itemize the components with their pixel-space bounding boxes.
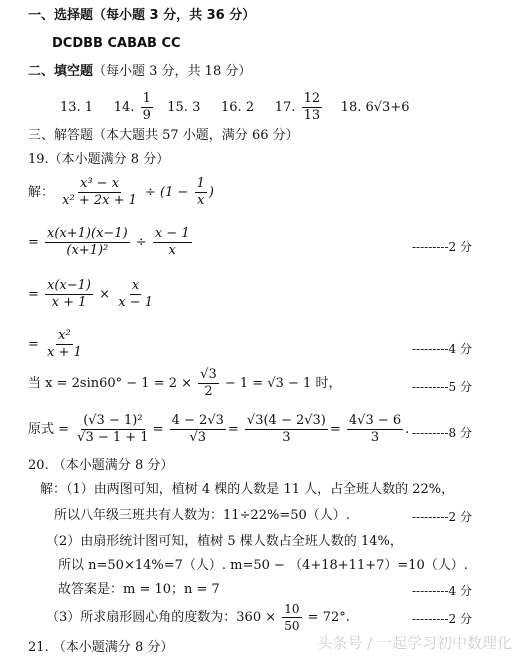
answer-16: 16. 2 — [221, 100, 255, 115]
q19-line-5: 当 x = 2sin60° − 1 = 2 × $\frac{√3}{2}$ − 1 = √3 − 1 时， — [28, 367, 342, 399]
section-fill-heading — [28, 64, 251, 80]
q20-part3: （3）所求扇形圆心角的度数为：360 × $\frac{10}{50}$ = 72°. — [46, 602, 350, 633]
q19-title: 19.（本小题满分 8 分） — [28, 152, 170, 167]
score-mark: ---------2 分 — [412, 612, 472, 626]
q20-part2-calc: 所以 n=50×14%=7（人）. m=50 − （4+18+11+7）=10（人）. — [58, 558, 468, 573]
q19-line-3: = $\frac{x(x-1)}{x + 1}$ × $\frac{x}{x - 1}$ — [28, 278, 153, 310]
score-mark: ---------2 分 — [412, 510, 472, 524]
answer-18: 18. 6√3+6 — [340, 100, 410, 115]
choice-answers: DCDBB CABAB CC — [52, 36, 181, 51]
answer-17: 17. — [274, 100, 296, 115]
q19-line-6: 原式 = $\frac{\text{(√3 − 1)²}}{√3 - 1 + 1}$ = $\frac{4 - 2√3}{√3}$ = $\frac{√3(4 - 2√3)}{3}$ = $\frac{4√3 - 6}{3}$ . — [28, 413, 410, 445]
q21-title: 21. （本小题满分 8 分） — [28, 640, 174, 655]
score-mark: ---------2 分 — [412, 240, 472, 254]
watermark: 头条号 / 一起学习初中数理化 — [317, 634, 512, 652]
fill-answers — [60, 92, 409, 123]
section-note: （每小题 3 分，共 36 分） — [93, 8, 256, 23]
score-mark: ---------4 分 — [412, 342, 472, 356]
q19-line-4: = $\frac{\text{x²}}{x + 1}$ — [28, 328, 82, 360]
q20-part2-answer: 故答案是：m = 10；n = 7 — [58, 582, 220, 597]
answer-15: 15. 3 — [167, 100, 201, 115]
section-choice-heading — [28, 8, 255, 24]
score-mark: ---------8 分 — [412, 426, 472, 440]
q20-part2: （2）由扇形统计图可知，植树 5 棵人数占全班人数的 14%， — [46, 534, 403, 549]
q19-line-1: 解： $\frac{\text{x³ − x}}{\text{x² + 2x + 1}}$ ÷ (1 − $\frac{1}{x}$ ) — [28, 176, 214, 208]
answer-14: 14. — [113, 100, 135, 115]
score-mark: ---------4 分 — [412, 584, 472, 598]
q20-title: 20. （本小题满分 8 分） — [28, 458, 174, 473]
fraction: $\frac{1}{9}$ — [142, 91, 151, 123]
section-title: 二、填空题 — [28, 64, 94, 79]
section-title: 一、选择题 — [28, 8, 94, 23]
q20-part1: 解：（1）由两图可知，植树 4 棵的人数是 11 人，占全班人数的 22%， — [40, 482, 455, 497]
score-mark: ---------5 分 — [412, 380, 472, 394]
q19-line-2: = $\frac{x(x+1)(x-1)}{\text{(x+1)²}}$ ÷ $\frac{x - 1}{x}$ — [28, 226, 190, 258]
section-note: （每小题 3 分，共 18 分） — [93, 64, 252, 79]
section-solve-heading: 三、解答题（本大题共 57 小题，满分 66 分） — [28, 128, 299, 143]
fraction: $\frac{12}{13}$ — [303, 91, 321, 123]
answer-13: 13. 1 — [60, 100, 94, 115]
q20-part1-result: 所以八年级三班共有人数为：11÷22%=50（人）. — [54, 508, 350, 523]
